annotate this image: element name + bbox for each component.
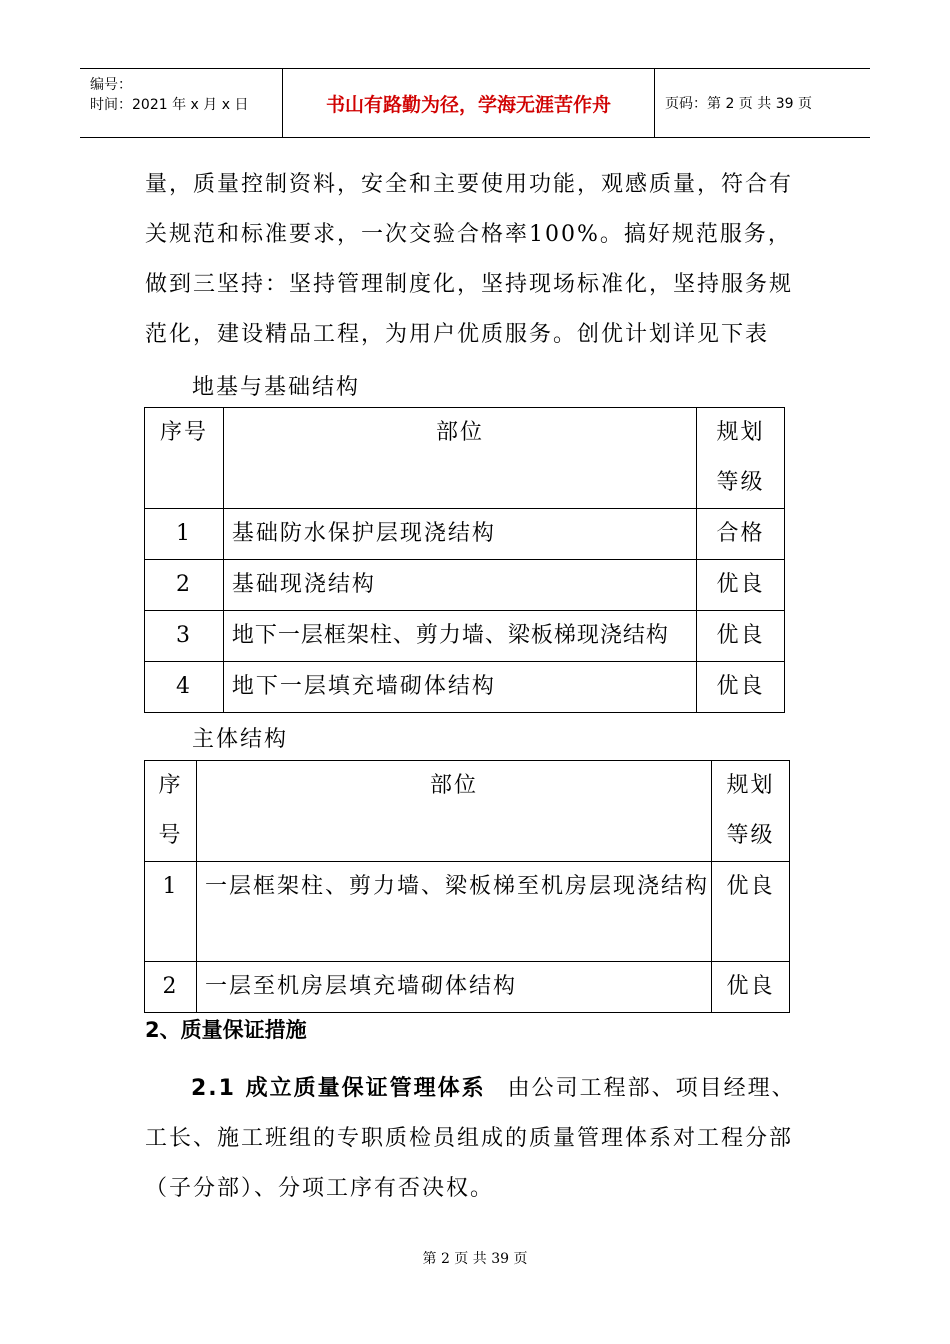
document-date: 时间：2021 年 x 月 x 日: [90, 97, 249, 113]
row-grade: 优良: [712, 962, 790, 1013]
row-grade: 优良: [697, 560, 785, 611]
table-row: [145, 611, 785, 662]
row-location: 地下一层填充墙砌体结构: [223, 662, 696, 713]
row-location: 基础防水保护层现浇结构: [223, 509, 696, 560]
row-grade: 优良: [712, 862, 790, 962]
row-index: 1: [145, 509, 224, 560]
main-structure-table: [144, 760, 790, 1013]
table-row: [145, 962, 790, 1013]
row-grade: 优良: [697, 611, 785, 662]
col-header-location: 部位: [223, 408, 696, 509]
row-location: 地下一层框架柱、剪力墙、梁板梯现浇结构: [223, 611, 696, 662]
table-header-row: [145, 761, 790, 862]
row-index: 1: [145, 862, 197, 962]
document-number: 编号：: [90, 77, 132, 93]
row-grade: 优良: [697, 662, 785, 713]
row-index: 2: [145, 962, 197, 1013]
table2-caption: 主体结构: [192, 727, 289, 752]
col-header-location: 部位: [196, 761, 711, 862]
table-row: [145, 560, 785, 611]
subsection-text: 由公司工程部、项目经理、工长、施工班组的专职质检员组成的质量管理体系对工程分部（子分部）、分项工序有否决权。: [145, 1076, 796, 1201]
col-header-index: 序号: [145, 761, 197, 862]
header-meta: [80, 69, 282, 137]
section-paragraph: [145, 1064, 810, 1214]
col-header-grade: 规划等级: [712, 761, 790, 862]
table-row: [145, 662, 785, 713]
row-location: 一层至机房层填充墙砌体结构: [196, 962, 711, 1013]
col-header-index: 序号: [145, 408, 224, 509]
row-grade: 合格: [697, 509, 785, 560]
row-index: 2: [145, 560, 224, 611]
row-index: 4: [145, 662, 224, 713]
table-row: [145, 862, 790, 962]
intro-paragraph: 量，质量控制资料，安全和主要使用功能，观感质量，符合有关规范和标准要求，一次交验合格率100%。搞好规范服务，做到三坚持：坚持管理制度化，坚持现场标准化，坚持服务规范化，建设精品工程，为用户优质服务。创优计划详见下表: [145, 172, 794, 347]
col-header-grade: 规划等级: [697, 408, 785, 509]
row-index: 3: [145, 611, 224, 662]
section-heading: 2、质量保证措施: [145, 1018, 307, 1042]
table1-caption: 地基与基础结构: [192, 375, 361, 400]
page-footer: 第 2 页 共 39 页: [422, 1251, 528, 1267]
subsection-heading: 2.1 成立质量保证管理体系: [191, 1076, 486, 1101]
page-header: [80, 68, 870, 138]
table-row: [145, 509, 785, 560]
row-location: 一层框架柱、剪力墙、梁板梯至机房层现浇结构: [196, 862, 711, 962]
row-location: 基础现浇结构: [223, 560, 696, 611]
header-motto: 书山有路勤为径，学海无涯苦作舟: [282, 69, 655, 137]
foundation-structure-table: [144, 407, 785, 713]
table-header-row: [145, 408, 785, 509]
header-page-number: 页码：第 2 页 共 39 页: [665, 96, 812, 112]
